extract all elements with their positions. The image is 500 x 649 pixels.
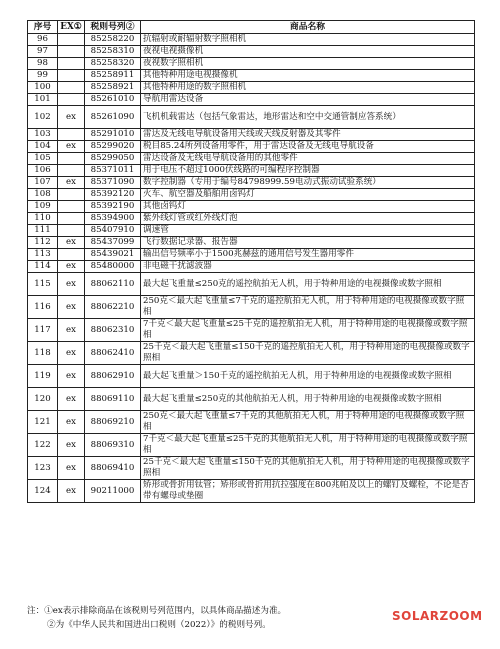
- cell-product-name: 7千克＜最大起飞重量≤25千克的其他航拍无人机，用于特种用途的电视摄像或数字照相: [141, 434, 475, 457]
- cell-tariff-code: 85258911: [85, 70, 141, 82]
- tariff-table-sheet: [27, 20, 474, 503]
- cell-ex: [58, 189, 85, 201]
- cell-product-name: 夜视数字照相机: [141, 58, 475, 70]
- cell-serial: 113: [28, 249, 58, 261]
- cell-tariff-code: 90211000: [85, 480, 141, 503]
- tariff-table: [27, 20, 475, 503]
- cell-tariff-code: 85299020: [85, 141, 141, 153]
- cell-serial: 99: [28, 70, 58, 82]
- cell-serial: 116: [28, 296, 58, 319]
- cell-tariff-code: 85371011: [85, 165, 141, 177]
- cell-product-name: 导航用雷达设备: [141, 94, 475, 106]
- cell-product-name: 调速管: [141, 225, 475, 237]
- table-row: [28, 388, 475, 411]
- cell-tariff-code: 85291010: [85, 129, 141, 141]
- cell-tariff-code: 85439021: [85, 249, 141, 261]
- cell-serial: 115: [28, 273, 58, 296]
- cell-serial: 114: [28, 261, 58, 273]
- cell-product-name: 飞行数据记录器、报告器: [141, 237, 475, 249]
- cell-serial: 106: [28, 165, 58, 177]
- cell-ex: [58, 34, 85, 46]
- table-row: [28, 261, 475, 273]
- cell-ex: ex: [58, 296, 85, 319]
- cell-tariff-code: 85258320: [85, 58, 141, 70]
- table-row: [28, 434, 475, 457]
- cell-ex: [58, 213, 85, 225]
- cell-product-name: 其他特种用途电视摄像机: [141, 70, 475, 82]
- cell-serial: 121: [28, 411, 58, 434]
- table-body: [28, 34, 475, 503]
- cell-ex: ex: [58, 237, 85, 249]
- table-row: [28, 319, 475, 342]
- cell-serial: 120: [28, 388, 58, 411]
- table-row: [28, 153, 475, 165]
- table-row: [28, 411, 475, 434]
- footnote-1: 注：①ex表示排除商品在该税则号列范围内，以具体商品描述为准。: [27, 606, 287, 616]
- cell-product-name: 7千克＜最大起飞重量≤25千克的遥控航拍无人机，用于特种用途的电视摄像或数字照相: [141, 319, 475, 342]
- cell-product-name: 雷达及无线电导航设备用天线或天线反射器及其零件: [141, 129, 475, 141]
- table-row: [28, 342, 475, 365]
- cell-product-name: 最大起飞重量≤250克的遥控航拍无人机，用于特种用途的电视摄像或数字照相: [141, 273, 475, 296]
- cell-ex: [58, 201, 85, 213]
- cell-tariff-code: 85261090: [85, 106, 141, 129]
- cell-product-name: 其他特种用途的数字照相机: [141, 82, 475, 94]
- cell-product-name: 税目85.24所列设备用零件，用于雷达设备及无线电导航设备: [141, 141, 475, 153]
- cell-ex: ex: [58, 177, 85, 189]
- cell-tariff-code: 88062310: [85, 319, 141, 342]
- cell-product-name: 数字控制器（专用于编号84798999.59电动式振动试验系统）: [141, 177, 475, 189]
- cell-product-name: 非电磁干扰滤波器: [141, 261, 475, 273]
- cell-ex: [58, 249, 85, 261]
- cell-ex: ex: [58, 480, 85, 503]
- cell-product-name: 火车、航空器及船舶用卤钨灯: [141, 189, 475, 201]
- cell-serial: 110: [28, 213, 58, 225]
- cell-serial: 122: [28, 434, 58, 457]
- table-row: [28, 365, 475, 388]
- table-row: [28, 82, 475, 94]
- cell-serial: 123: [28, 457, 58, 480]
- cell-product-name: 抗辐射或耐辐射数字照相机: [141, 34, 475, 46]
- cell-tariff-code: 88062910: [85, 365, 141, 388]
- table-row: [28, 237, 475, 249]
- cell-ex: ex: [58, 273, 85, 296]
- table-row: [28, 177, 475, 189]
- table-row: [28, 106, 475, 129]
- cell-tariff-code: 85258310: [85, 46, 141, 58]
- table-row: [28, 141, 475, 153]
- table-row: [28, 70, 475, 82]
- cell-product-name: 最大起飞重量≤250克的其他航拍无人机，用于特种用途的电视摄像或数字照相: [141, 388, 475, 411]
- cell-serial: 103: [28, 129, 58, 141]
- table-row: [28, 58, 475, 70]
- cell-tariff-code: 88069410: [85, 457, 141, 480]
- table-row: [28, 165, 475, 177]
- header-ex: EX①: [58, 21, 85, 34]
- cell-ex: ex: [58, 261, 85, 273]
- cell-tariff-code: 85392120: [85, 189, 141, 201]
- cell-ex: ex: [58, 319, 85, 342]
- cell-serial: 97: [28, 46, 58, 58]
- cell-serial: 105: [28, 153, 58, 165]
- cell-product-name: 最大起飞重量＞150千克的遥控航拍无人机，用于特种用途的电视摄像或数字照相: [141, 365, 475, 388]
- cell-tariff-code: 85261010: [85, 94, 141, 106]
- cell-serial: 108: [28, 189, 58, 201]
- cell-serial: 104: [28, 141, 58, 153]
- cell-serial: 96: [28, 34, 58, 46]
- header-tariff-code: 税则号列②: [85, 21, 141, 34]
- table-row: [28, 225, 475, 237]
- table-row: [28, 273, 475, 296]
- cell-serial: 101: [28, 94, 58, 106]
- cell-serial: 118: [28, 342, 58, 365]
- cell-ex: [58, 58, 85, 70]
- cell-product-name: 输出信号频率小于1500兆赫兹的通用信号发生器用零件: [141, 249, 475, 261]
- cell-serial: 112: [28, 237, 58, 249]
- table-row: [28, 296, 475, 319]
- cell-tariff-code: 85299050: [85, 153, 141, 165]
- cell-product-name: 飞机机载雷达（包括气象雷达，地形雷达和空中交通管制应答系统）: [141, 106, 475, 129]
- cell-tariff-code: 88069210: [85, 411, 141, 434]
- table-row: [28, 249, 475, 261]
- cell-product-name: 250克＜最大起飞重量≤7千克的遥控航拍无人机，用于特种用途的电视摄像或数字照相: [141, 296, 475, 319]
- footnote-2: ②为《中华人民共和国进出口税则（2022）》的税则号列。: [47, 620, 271, 630]
- cell-ex: ex: [58, 457, 85, 480]
- cell-tariff-code: 85480000: [85, 261, 141, 273]
- cell-tariff-code: 88062410: [85, 342, 141, 365]
- cell-product-name: 25千克＜最大起飞重量≤150千克的其他航拍无人机，用于特种用途的电视摄像或数字照相: [141, 457, 475, 480]
- cell-ex: ex: [58, 365, 85, 388]
- cell-tariff-code: 88062110: [85, 273, 141, 296]
- cell-ex: ex: [58, 106, 85, 129]
- cell-ex: [58, 82, 85, 94]
- cell-tariff-code: 85437099: [85, 237, 141, 249]
- cell-serial: 107: [28, 177, 58, 189]
- cell-ex: ex: [58, 342, 85, 365]
- cell-tariff-code: 85392190: [85, 201, 141, 213]
- table-row: [28, 34, 475, 46]
- cell-tariff-code: 88069310: [85, 434, 141, 457]
- table-row: [28, 129, 475, 141]
- cell-serial: 117: [28, 319, 58, 342]
- cell-ex: ex: [58, 388, 85, 411]
- cell-tariff-code: 88069110: [85, 388, 141, 411]
- cell-ex: [58, 46, 85, 58]
- cell-ex: [58, 70, 85, 82]
- header-serial: 序号: [28, 21, 58, 34]
- cell-serial: 124: [28, 480, 58, 503]
- cell-serial: 100: [28, 82, 58, 94]
- cell-ex: [58, 165, 85, 177]
- cell-tariff-code: 85258921: [85, 82, 141, 94]
- cell-product-name: 其他卤钨灯: [141, 201, 475, 213]
- cell-ex: [58, 225, 85, 237]
- cell-product-name: 夜视电视摄像机: [141, 46, 475, 58]
- table-row: [28, 201, 475, 213]
- header-product-name: 商品名称: [141, 21, 475, 34]
- cell-serial: 109: [28, 201, 58, 213]
- cell-serial: 98: [28, 58, 58, 70]
- cell-tariff-code: 85394900: [85, 213, 141, 225]
- cell-serial: 119: [28, 365, 58, 388]
- cell-ex: ex: [58, 141, 85, 153]
- cell-product-name: 紫外线灯管或红外线灯泡: [141, 213, 475, 225]
- cell-tariff-code: 88062210: [85, 296, 141, 319]
- cell-tariff-code: 85371090: [85, 177, 141, 189]
- cell-product-name: 矫形或骨折用钛管；矫形或骨折用抗拉强度在800兆帕及以上的螺钉及螺栓，不论是否带有螺母或垫圈: [141, 480, 475, 503]
- cell-ex: ex: [58, 411, 85, 434]
- cell-ex: [58, 153, 85, 165]
- cell-product-name: 用于电压不超过1000伏线路的可编程序控制器: [141, 165, 475, 177]
- table-row: [28, 213, 475, 225]
- table-header-row: [28, 21, 475, 34]
- cell-ex: [58, 94, 85, 106]
- cell-serial: 102: [28, 106, 58, 129]
- cell-product-name: 250克＜最大起飞重量≤7千克的其他航拍无人机，用于特种用途的电视摄像或数字照相: [141, 411, 475, 434]
- table-row: [28, 480, 475, 503]
- watermark-logo: SOLARZOOM: [392, 609, 483, 623]
- cell-product-name: 雷达设备及无线电导航设备用的其他零件: [141, 153, 475, 165]
- cell-product-name: 25千克＜最大起飞重量≤150千克的遥控航拍无人机，用于特种用途的电视摄像或数字照相: [141, 342, 475, 365]
- table-row: [28, 94, 475, 106]
- cell-ex: [58, 129, 85, 141]
- table-row: [28, 189, 475, 201]
- cell-ex: ex: [58, 434, 85, 457]
- table-row: [28, 46, 475, 58]
- cell-tariff-code: 85258220: [85, 34, 141, 46]
- cell-tariff-code: 85407910: [85, 225, 141, 237]
- cell-serial: 111: [28, 225, 58, 237]
- table-row: [28, 457, 475, 480]
